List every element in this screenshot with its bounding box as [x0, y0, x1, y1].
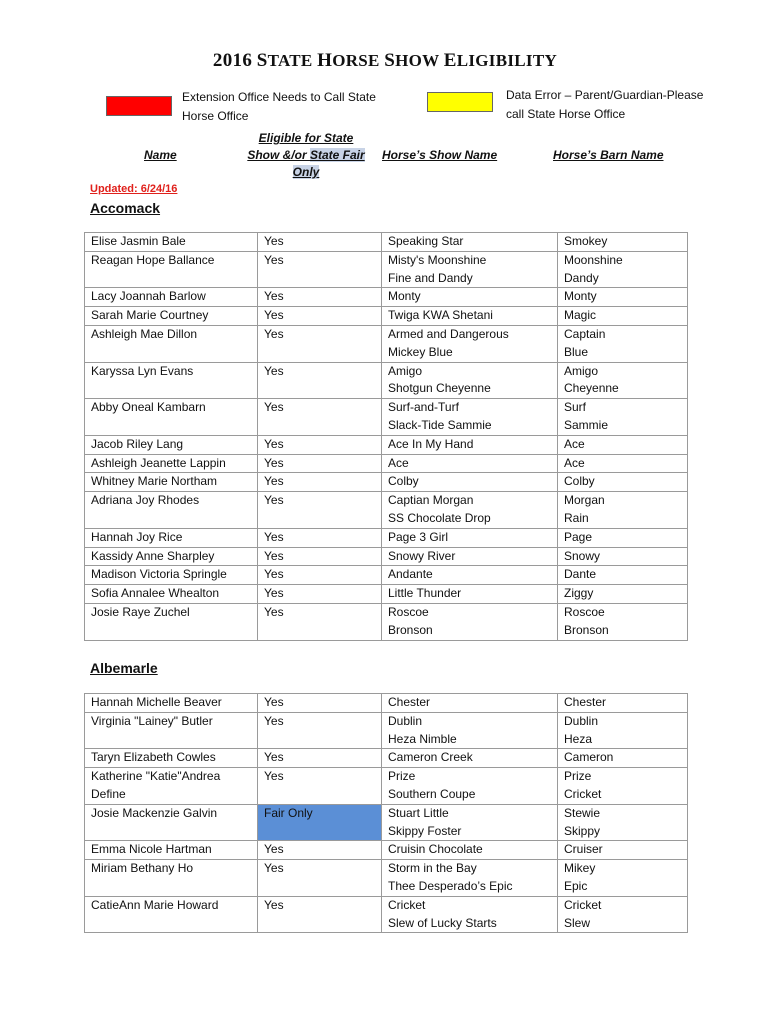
horse-show-name-cell: Cricket Slew of Lucky Starts — [382, 896, 558, 933]
table-row — [85, 233, 688, 252]
title-word-1: STATE — [256, 50, 313, 71]
horse-show-name-cell: Storm in the Bay Thee Desperado’s Epic — [382, 860, 558, 897]
participant-name-cell: Hannah Joy Rice — [85, 528, 258, 547]
eligibility-cell: Yes — [258, 251, 382, 288]
legend-red-swatch — [106, 96, 172, 116]
horse-barn-name-cell: Magic — [558, 307, 688, 326]
participant-name-cell: Karyssa Lyn Evans — [85, 362, 258, 399]
participant-name-cell: Ashleigh Jeanette Lappin — [85, 454, 258, 473]
table-row — [85, 585, 688, 604]
table-row — [85, 399, 688, 436]
header-name: Name — [144, 148, 177, 162]
horse-barn-name-cell: Morgan Rain — [558, 492, 688, 529]
horse-show-name-cell: Snowy River — [382, 547, 558, 566]
participant-name-cell: Ashleigh Mae Dillon — [85, 325, 258, 362]
legend-yellow-swatch — [427, 92, 493, 112]
participant-name-cell: Emma Nicole Hartman — [85, 841, 258, 860]
horse-show-name-cell: Amigo Shotgun Cheyenne — [382, 362, 558, 399]
title-word-4: ELIGIBILITY — [443, 50, 558, 71]
eligibility-cell: Yes — [258, 749, 382, 768]
table-row — [85, 454, 688, 473]
horse-show-name-cell: Captian Morgan SS Chocolate Drop — [382, 492, 558, 529]
horse-show-name-cell: Ace In My Hand — [382, 435, 558, 454]
header-barn-name: Horse’s Barn Name — [553, 148, 664, 162]
table-row — [85, 749, 688, 768]
legend-yellow-text: Data Error – Parent/Guardian-Please call State Horse Office — [506, 88, 704, 121]
horse-barn-name-cell: Mikey Epic — [558, 860, 688, 897]
table-row — [85, 307, 688, 326]
horse-barn-name-cell: Monty — [558, 288, 688, 307]
table-row — [85, 492, 688, 529]
table-row — [85, 528, 688, 547]
participant-name-cell: Adriana Joy Rhodes — [85, 492, 258, 529]
table-row — [85, 566, 688, 585]
horse-show-name-cell: Little Thunder — [382, 585, 558, 604]
horse-show-name-cell: Ace — [382, 454, 558, 473]
eligibility-cell: Yes — [258, 768, 382, 805]
participant-name-cell: Abby Oneal Kambarn — [85, 399, 258, 436]
eligibility-cell: Fair Only — [258, 804, 382, 841]
participant-name-cell: Jacob Riley Lang — [85, 435, 258, 454]
participant-name-cell: Taryn Elizabeth Cowles — [85, 749, 258, 768]
participant-name-cell: Sofia Annalee Whealton — [85, 585, 258, 604]
participant-name-cell: Whitney Marie Northam — [85, 473, 258, 492]
title-word-2: HORSE — [317, 50, 380, 71]
table-row — [85, 603, 688, 640]
horse-barn-name-cell: Colby — [558, 473, 688, 492]
horse-barn-name-cell: Dante — [558, 566, 688, 585]
horse-show-name-cell: Armed and Dangerous Mickey Blue — [382, 325, 558, 362]
horse-barn-name-cell: Prize Cricket — [558, 768, 688, 805]
updated-date: Updated: 6/24/16 — [90, 183, 178, 195]
eligibility-cell: Yes — [258, 528, 382, 547]
participant-name-cell: Madison Victoria Springle — [85, 566, 258, 585]
horse-barn-name-cell: Ace — [558, 454, 688, 473]
table-row — [85, 547, 688, 566]
participant-name-cell: Katherine "Katie"Andrea Define — [85, 768, 258, 805]
horse-barn-name-cell: Surf Sammie — [558, 399, 688, 436]
horse-show-name-cell: Monty — [382, 288, 558, 307]
eligibility-cell: Yes — [258, 860, 382, 897]
participant-name-cell: Kassidy Anne Sharpley — [85, 547, 258, 566]
table-row — [85, 473, 688, 492]
table-row — [85, 325, 688, 362]
eligibility-cell: Yes — [258, 325, 382, 362]
title-word-3: SHOW — [384, 50, 440, 71]
eligibility-cell: Yes — [258, 547, 382, 566]
table-row — [85, 288, 688, 307]
eligibility-cell: Yes — [258, 603, 382, 640]
horse-barn-name-cell: Smokey — [558, 233, 688, 252]
participant-name-cell: CatieAnn Marie Howard — [85, 896, 258, 933]
eligibility-cell: Yes — [258, 307, 382, 326]
participant-name-cell: Miriam Bethany Ho — [85, 860, 258, 897]
horse-show-name-cell: Colby — [382, 473, 558, 492]
participant-name-cell: Virginia "Lainey" Butler — [85, 712, 258, 749]
horse-barn-name-cell: Snowy — [558, 547, 688, 566]
horse-show-name-cell: Page 3 Girl — [382, 528, 558, 547]
horse-barn-name-cell: Dublin Heza — [558, 712, 688, 749]
eligibility-cell: Yes — [258, 288, 382, 307]
horse-show-name-cell: Roscoe Bronson — [382, 603, 558, 640]
horse-barn-name-cell: Moonshine Dandy — [558, 251, 688, 288]
participant-name-cell: Josie Raye Zuchel — [85, 603, 258, 640]
table-row — [85, 694, 688, 713]
horse-barn-name-cell: Cricket Slew — [558, 896, 688, 933]
eligibility-cell: Yes — [258, 473, 382, 492]
eligibility-cell: Yes — [258, 896, 382, 933]
participant-name-cell: Sarah Marie Courtney — [85, 307, 258, 326]
table-row — [85, 712, 688, 749]
horse-show-name-cell: Surf-and-Turf Slack-Tide Sammie — [382, 399, 558, 436]
eligibility-cell: Yes — [258, 712, 382, 749]
eligibility-table-accomack — [84, 232, 688, 641]
table-row — [85, 896, 688, 933]
eligibility-cell: Yes — [258, 435, 382, 454]
participant-name-cell: Hannah Michelle Beaver — [85, 694, 258, 713]
horse-show-name-cell: Speaking Star — [382, 233, 558, 252]
legend-red-text: Extension Office Needs to Call State Horse Office — [182, 90, 376, 123]
horse-barn-name-cell: Ziggy — [558, 585, 688, 604]
participant-name-cell: Josie Mackenzie Galvin — [85, 804, 258, 841]
horse-show-name-cell: Cruisin Chocolate — [382, 841, 558, 860]
horse-barn-name-cell: Roscoe Bronson — [558, 603, 688, 640]
eligibility-cell: Yes — [258, 566, 382, 585]
horse-show-name-cell: Cameron Creek — [382, 749, 558, 768]
eligibility-cell: Yes — [258, 492, 382, 529]
eligibility-cell: Yes — [258, 454, 382, 473]
horse-show-name-cell: Twiga KWA Shetani — [382, 307, 558, 326]
horse-show-name-cell: Chester — [382, 694, 558, 713]
eligibility-table-albemarle — [84, 693, 688, 933]
table-row — [85, 804, 688, 841]
eligibility-cell: Yes — [258, 841, 382, 860]
eligibility-cell: Yes — [258, 362, 382, 399]
horse-barn-name-cell: Ace — [558, 435, 688, 454]
horse-barn-name-cell: Page — [558, 528, 688, 547]
participant-name-cell: Lacy Joannah Barlow — [85, 288, 258, 307]
eligibility-cell: Yes — [258, 233, 382, 252]
horse-barn-name-cell: Chester — [558, 694, 688, 713]
table-row — [85, 362, 688, 399]
header-show-name: Horse’s Show Name — [382, 148, 498, 162]
county-heading-accomack: Accomack — [90, 200, 161, 216]
horse-barn-name-cell: Cruiser — [558, 841, 688, 860]
horse-show-name-cell: Prize Southern Coupe — [382, 768, 558, 805]
eligibility-cell: Yes — [258, 399, 382, 436]
table-row — [85, 435, 688, 454]
page-title — [0, 50, 770, 72]
horse-show-name-cell: Andante — [382, 566, 558, 585]
header-eligible: Eligible for State Show &/or State Fair Only — [247, 131, 365, 179]
horse-show-name-cell: Stuart Little Skippy Foster — [382, 804, 558, 841]
table-row — [85, 860, 688, 897]
title-year: 2016 — [212, 50, 253, 71]
participant-name-cell: Reagan Hope Ballance — [85, 251, 258, 288]
horse-barn-name-cell: Stewie Skippy — [558, 804, 688, 841]
eligibility-cell: Yes — [258, 694, 382, 713]
county-heading-albemarle: Albemarle — [90, 660, 158, 676]
horse-barn-name-cell: Captain Blue — [558, 325, 688, 362]
horse-show-name-cell: Dublin Heza Nimble — [382, 712, 558, 749]
participant-name-cell: Elise Jasmin Bale — [85, 233, 258, 252]
table-row — [85, 251, 688, 288]
table-row — [85, 768, 688, 805]
horse-barn-name-cell: Amigo Cheyenne — [558, 362, 688, 399]
horse-barn-name-cell: Cameron — [558, 749, 688, 768]
eligibility-cell: Yes — [258, 585, 382, 604]
table-row — [85, 841, 688, 860]
horse-show-name-cell: Misty's Moonshine Fine and Dandy — [382, 251, 558, 288]
